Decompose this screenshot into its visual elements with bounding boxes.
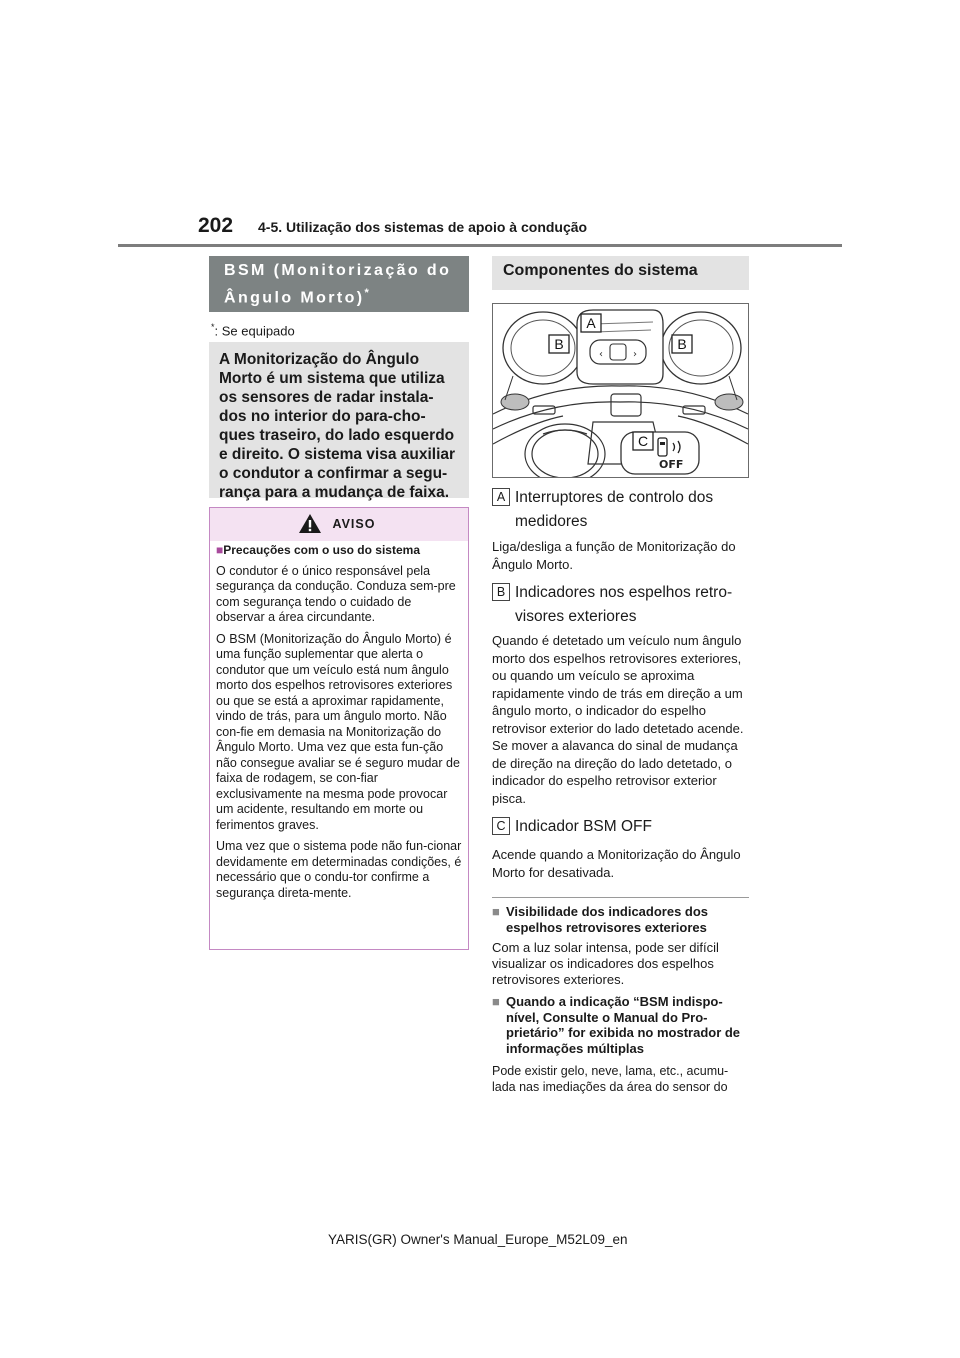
item-c-body: Acende quando a Monitorização do Ângulo Morto for desativada. — [492, 847, 741, 880]
page-number: 202 — [198, 214, 234, 237]
note-2-body: Pode existir gelo, neve, lama, etc., acumu-lada nas imediações da área do sensor do — [492, 1064, 729, 1094]
note-1-body: Com a luz solar intensa, pode ser difícil visualizar os indicadores dos espelhos retrovisores exteriores. — [492, 940, 719, 987]
warning-subheading: ■Precauções com o uso do sistema — [216, 543, 420, 557]
warning-header — [210, 508, 468, 541]
item-a-letter: A — [492, 488, 510, 506]
section-title: 4-5. Utilização dos sistemas de apoio à condução — [258, 219, 588, 235]
note-1-heading: ■ Visibilidade dos indicadores dos espelhos retrovisores exteriores — [492, 904, 709, 935]
bsm-heading-mark: * — [364, 287, 369, 299]
bsm-heading-line1: BSM (Monitorização do — [224, 262, 452, 279]
dashboard-illustration — [492, 303, 749, 478]
dashboard-drawing — [493, 304, 748, 477]
item-c-heading: C Indicador BSM OFF — [492, 815, 749, 839]
footnote-text: : Se equipado — [214, 323, 295, 339]
warning-paragraph-2: O BSM (Monitorização do Ângulo Morto) é uma função suplementar que alerta o condutor que um veículo está num ângulo morto dos espelhos retrovisores exteriores ou que se está a aproximar rapidamente, vindo de trás, para um ângulo morto. Não con-fie em demasia na Monitorização do Ângulo Morto. Uma vez que esta fun-ção não consegue avaliar se é seguro mudar de faixa de rodagem, se con-fiar exclusivamente na mesma pode provocar um acidente, resultando em morte ou ferimentos graves. — [216, 631, 460, 832]
item-b-heading: B Indicadores nos espelhos retro- visores exteriores — [492, 581, 749, 629]
note-2-heading: ■ Quando a indicação “BSM indispo-nível, Consulte o Manual do Pro-prietário” for exibida no mostrador de informações múltiplas — [492, 994, 741, 1056]
svg-text:‹: ‹ — [599, 349, 603, 360]
callout-a: A — [586, 315, 596, 331]
bullet-square-icon: ■ — [492, 994, 500, 1009]
warning-paragraph-3: Uma vez que o sistema pode não fun-cionar devidamente em determinadas condições, é necessário que o condu-tor confirme a segurança direta-mente. — [216, 839, 462, 900]
bsm-heading — [209, 256, 469, 312]
item-b-body: Quando é detetado um veículo num ângulo morto dos espelhos retrovisores exteriores, ou quando um veículo se aproxima rapidamente vindo de trás em direção a um ângulo morto, o indicador do espelho retrovisor exterior do lado detetado acende. Se mover a alavanca do sinal de mudança de direção na direção do lado detetado, o indicador do espelho retrovisor exterior pisca. — [492, 633, 744, 806]
callout-b-left: B — [554, 336, 564, 352]
intro-box: A Monitorização do Ângulo Morto é um sistema que utiliza os sensores de radar instala-dos no interior do para-cho-ques traseiro, do lado esquerdo e direito. O sistema visa auxiliar o condutor a confirmar a segu-rança para a mudança de faixa. — [209, 342, 469, 498]
bsm-heading-line2: Ângulo Morto) — [224, 289, 365, 307]
equipment-footnote — [211, 322, 295, 338]
bullet-square-icon: ■ — [216, 543, 224, 557]
item-a-body: Liga/desliga a função de Monitorização do Ângulo Morto. — [492, 539, 736, 572]
item-b-letter: B — [492, 583, 510, 601]
callout-b-right: B — [677, 336, 687, 352]
item-c-letter: C — [492, 817, 510, 835]
components-heading: Componentes do sistema — [492, 256, 749, 290]
svg-text:›: › — [633, 349, 637, 360]
warning-paragraph-1: O condutor é o único responsável pela segurança da condução. Conduza sem-pre com segurança tendo o cuidado de observar a área circundante. — [216, 563, 456, 624]
bullet-square-icon: ■ — [492, 904, 500, 919]
notes-divider — [492, 897, 749, 898]
warning-title: AVISO — [332, 517, 376, 531]
bsm-off-label: OFF — [659, 458, 684, 471]
footnote-mark: * — [211, 322, 215, 332]
callout-c: C — [637, 433, 649, 449]
warning-box — [209, 507, 469, 950]
page-footer: YARIS(GR) Owner's Manual_Europe_M52L09_en — [328, 1232, 628, 1247]
item-a-heading: A Interruptores de controlo dos medidores — [492, 486, 749, 534]
header-rule — [118, 244, 842, 247]
